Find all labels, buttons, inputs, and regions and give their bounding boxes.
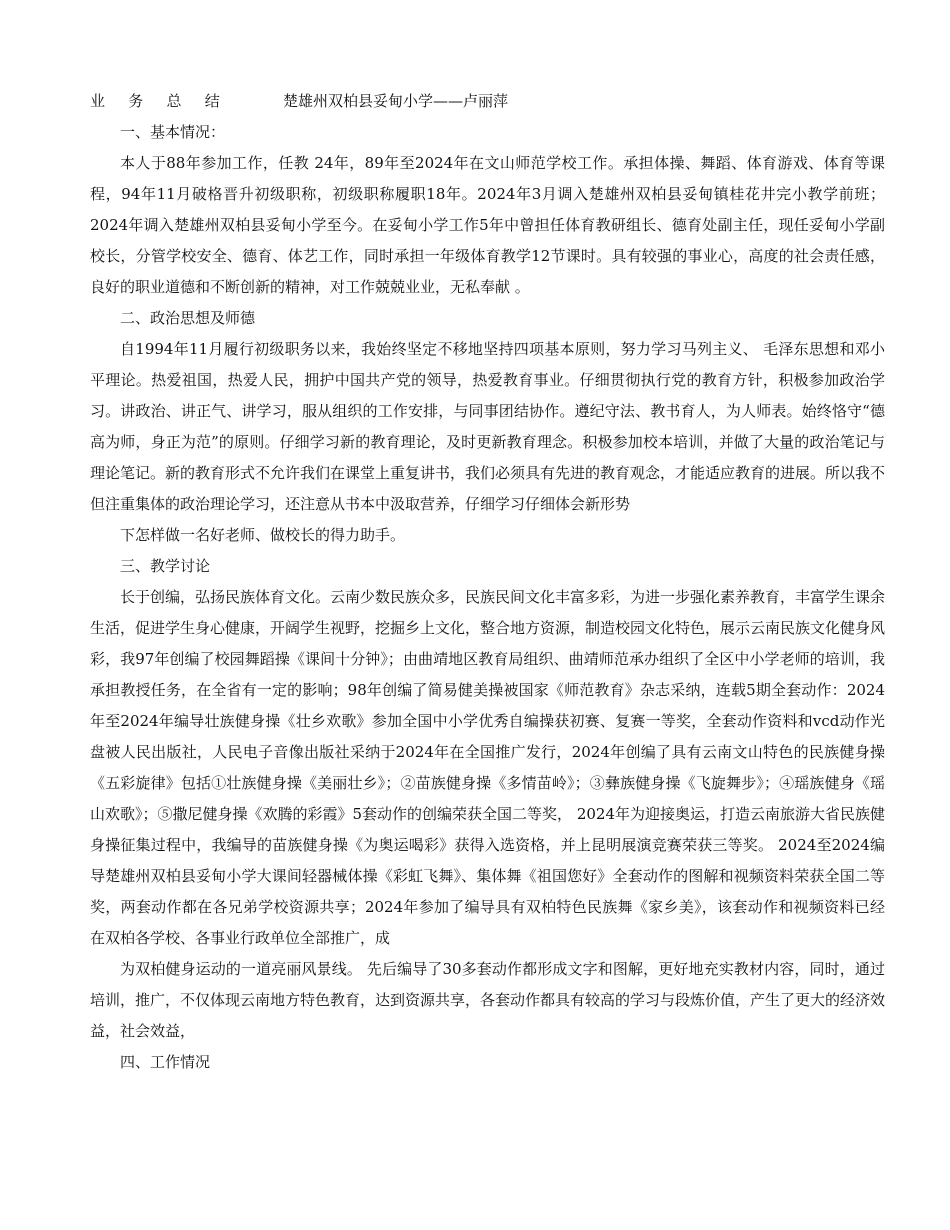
section-heading-teaching: 三、教学讨论 [120,557,211,575]
paragraph-teaching-1: 长于创编，弘扬民族体育文化。云南少数民族众多，民族民间文化丰富多彩，为进一步强化素养教育，丰富学生课余生活，促进学生身心健康，开阔学生视野，挖掘乡上文化，整合地方资源，制造校园文化特色，展示云南民族文化健身风彩，我97年创编了校园舞蹈操《课间十分钟》；由曲靖地区教育局组织、曲靖师范承办组织了全区中小学老师的培训，我承担教授任务，在全省有一定的影响；98年创编了简易健美操被国家《师范教育》杂志采纳，连载5期全套动作：2024年至2024年编导壮族健身操《壮乡欢歌》参加全国中小学优秀自编操获初赛、复赛一等奖，全套动作资料和vcd动作光盘被人民出版社，人民电子音像出版社采纳于2024年在全国推广发行，2024年创编了具有云南文山特色的民族健身操《五彩旋律》包括①壮族健身操《美丽壮乡》；②苗族健身操《多情苗岭》；③彝族健身操《飞旋舞步》；④瑶族健身《瑶山欢歌》；⑤撒尼健身操《欢腾的彩霞》5套动作的创编荣获全国二等奖， 2024年为迎接奥运，打造云南旅游大省民族健身操征集过程中，我编导的苗族健身操《为奥运喝彩》获得入选资格，并上昆明展演竞赛荣获三等奖。 2024至2024编导楚雄州双柏县妥甸小学大课间轻器械体操《彩虹飞舞》、集体舞《祖国您好》全套动作的图解和视频资料荣获全国二等奖，两套动作都在各兄弟学校资源共享；2024年参加了编导具有双柏特色民族舞《家乡美》，该套动作和视频资料已经在双柏各学校、各事业行政单位全部推广，成 [90,588,886,947]
document-author: 楚雄州双柏县妥甸小学——卢丽萍 [283,92,509,110]
paragraph-politics-2: 下怎样做一名好老师、做校长的得力助手。 [120,526,406,544]
paragraph-teaching-2: 为双柏健身运动的一道亮丽风景线。 先后编导了30多套动作都形成文字和图解，更好地充实教材内容，同时，通过培训，推广，不仅体现云南地方特色教育，达到资源共享，各套动作都具有较高的学习与段炼价值，产生了更大的经济效益，社会效益， [90,960,886,1040]
section-heading-politics: 二、政治思想及师德 [120,309,256,327]
section-heading-work: 四、工作情况 [120,1053,211,1071]
section-heading-basic: 一、基本情况： [120,123,226,141]
paragraph-basic: 本人于88年参加工作，任教 24年，89年至2024年在文山师范学校工作。承担体操、舞蹈、体育游戏、体育等课程，94年11月破格晋升初级职称，初级职称履职18年。2024年3月调入楚雄州双柏县妥甸镇桂花井完小教学前班；2024年调入楚雄州双柏县妥甸小学至今。在妥甸小学工作5年中曾担任体育教研组长、德育处副主任，现任妥甸小学副校长，分管学校安全、德育、体艺工作，同时承担一年级体育教学12节课时。具有较强的事业心，高度的社会责任感，良好的职业道德和不断创新的精神，对工作兢兢业业，无私奉献 。 [90,154,885,296]
document-page [90,86,885,1078]
document-title: 业务总结 [90,92,244,110]
paragraph-politics-1: 自1994年11月履行初级职务以来，我始终坚定不移地坚持四项基本原则，努力学习马列主义、 毛泽东思想和邓小平理论。热爱祖国，热爱人民，拥护中国共产党的领导，热爱教育事业。仔细贯彻执行党的教育方针，积极参加政治学习。讲政治、讲正气、讲学习，服从组织的工作安排，与同事团结协作。遵纪守法、教书育人，为人师表。始终恪守“德高为师，身正为范”的原则。仔细学习新的教育理论，及时更新教育理念。积极参加校本培训，并做了大量的政治笔记与理论笔记。新的教育形式不允许我们在课堂上重复讲书，我们必须具有先进的教育观念，才能适应教育的进展。所以我不但注重集体的政治理论学习，还注意从书本中汲取营养，仔细学习仔细体会新形势 [90,340,886,513]
document-header [90,86,885,117]
